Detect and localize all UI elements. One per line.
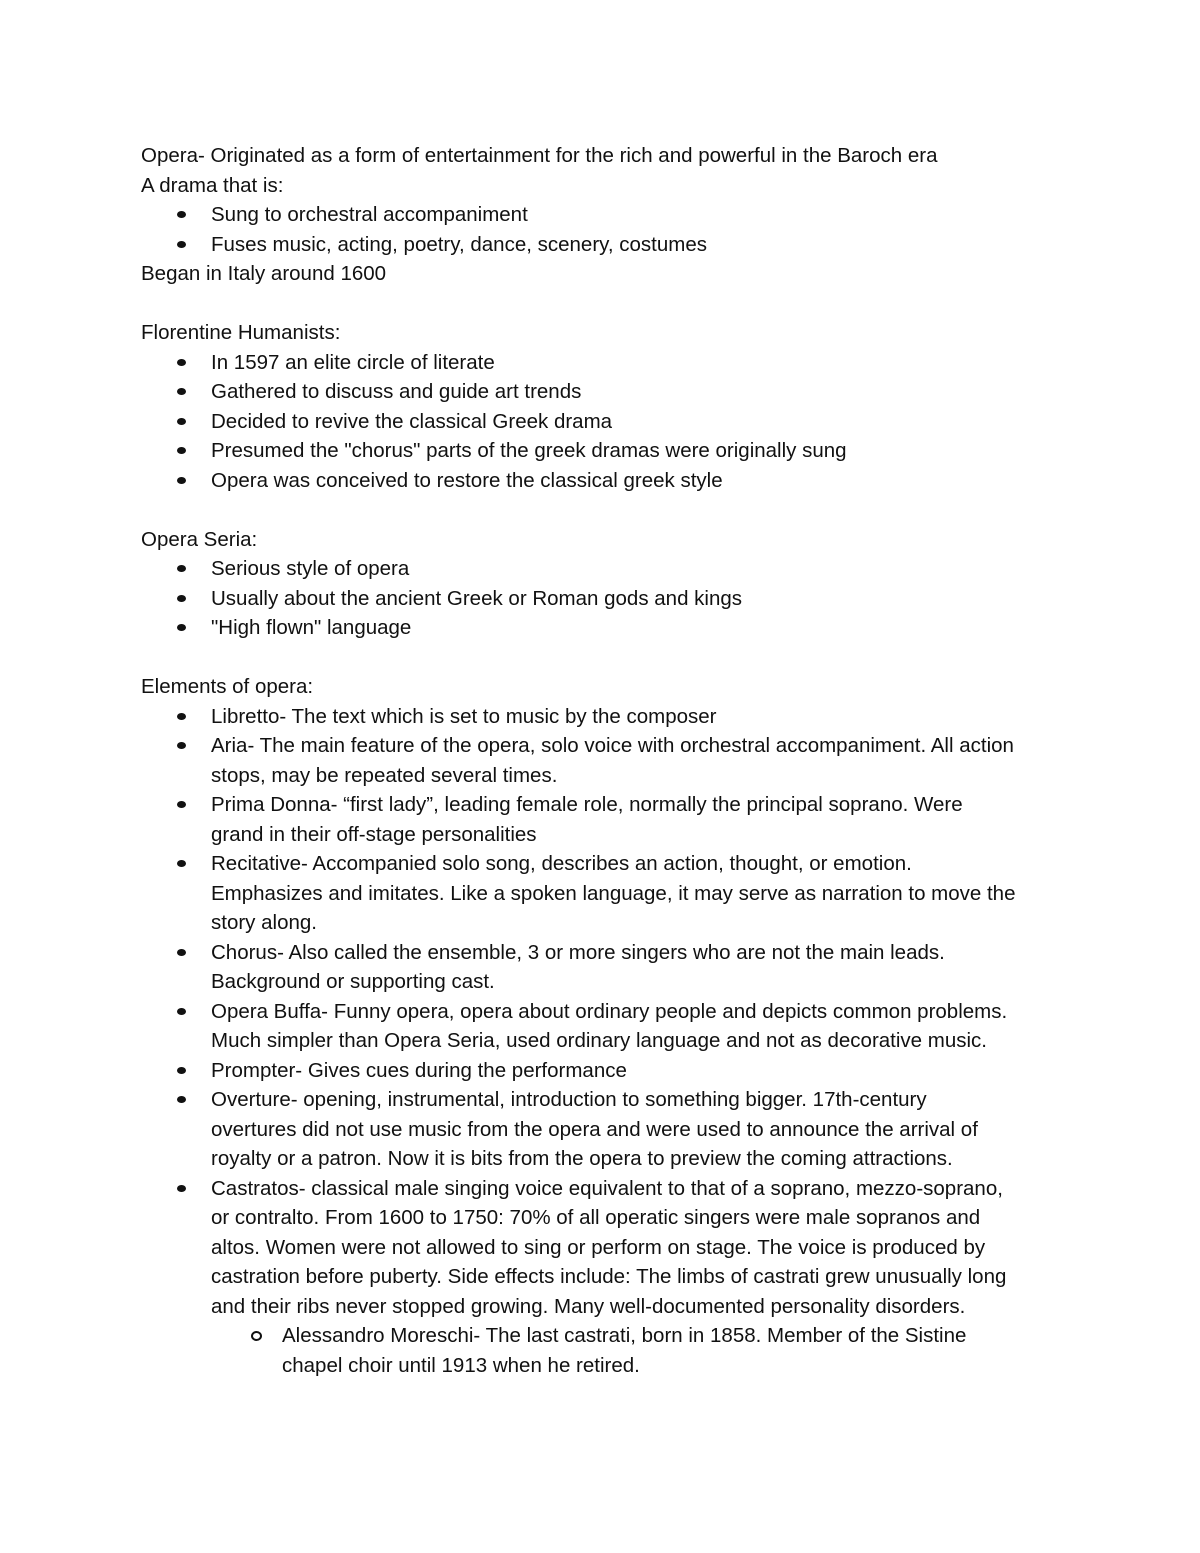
opera-definition-heading: Opera- Originated as a form of entertainment for the rich and powerful in the Baroch era [141, 144, 938, 167]
opera-seria-bullet-list [141, 554, 1071, 643]
florentine-bullet-list [141, 348, 1071, 496]
drama-subheading: A drama that is: [141, 173, 284, 197]
list-item: Overture- opening, instrumental, introduction to something bigger. 17th-century overtures did not use music from the opera and were used to announce the arrival of royalty or a patron. Now it is bits from the opera to preview the coming attractions. [141, 1085, 1071, 1174]
elements-heading: Elements of opera: [141, 675, 314, 698]
bullet-icon [177, 949, 186, 956]
list-item: Prima Donna- “first lady”, leading female role, normally the principal soprano. Were grand in their off-stage personalities [141, 790, 1071, 849]
bullet-icon [177, 801, 186, 808]
list-item: Chorus- Also called the ensemble, 3 or more singers who are not the main leads. Background or supporting cast. [141, 938, 1071, 997]
list-item: Presumed the "chorus" parts of the greek dramas were originally sung [141, 436, 1071, 466]
list-item: In 1597 an elite circle of literate [141, 348, 1071, 378]
list-item: Opera Buffa- Funny opera, opera about ordinary people and depicts common problems. Much simpler than Opera Seria, used ordinary language and not as decorative music. [141, 997, 1071, 1056]
opera-seria-heading: Opera Seria: [141, 527, 258, 551]
spacer [141, 289, 1071, 319]
hollow-bullet-icon [251, 1331, 262, 1341]
bullet-icon [177, 1185, 186, 1192]
elements-bullet-list [141, 702, 1071, 1322]
list-item: Fuses music, acting, poetry, dance, scenery, costumes [141, 230, 1071, 260]
document-body [141, 141, 1071, 1380]
bullet-icon [177, 860, 186, 867]
bullet-icon [177, 388, 186, 395]
spacer [141, 495, 1071, 525]
list-item: Aria- The main feature of the opera, solo voice with orchestral accompaniment. All action stops, may be repeated several times. [141, 731, 1071, 790]
list-item: Decided to revive the classical Greek drama [141, 407, 1071, 437]
florentine-heading: Florentine Humanists: [141, 321, 341, 344]
list-item: Libretto- The text which is set to music by the composer [141, 702, 1071, 732]
bullet-icon [177, 447, 186, 454]
bullet-icon [177, 211, 186, 218]
bullet-icon [177, 1067, 186, 1074]
list-item: Serious style of opera [141, 554, 1071, 584]
list-item: Castratos- classical male singing voice equivalent to that of a soprano, mezzo-soprano, or contralto. From 1600 to 1750: 70% of all operatic singers were male sopranos and altos. Women were not allowed to sing or perform on stage. The voice is produced by castration before puberty. Side effects include: The limbs of castrati grew unusually long and their ribs never stopped growing. Many well-documented personality disorders. [141, 1174, 1071, 1322]
drama-bullet-list [141, 200, 1071, 259]
bullet-icon [177, 624, 186, 631]
bullet-icon [177, 742, 186, 749]
bullet-icon [177, 565, 186, 572]
list-item: Sung to orchestral accompaniment [141, 200, 1071, 230]
bullet-icon [177, 418, 186, 425]
bullet-icon [177, 595, 186, 602]
list-item: Recitative- Accompanied solo song, describes an action, thought, or emotion. Emphasizes and imitates. Like a spoken language, it may serve as narration to move the story along. [141, 849, 1071, 938]
origin-line: Began in Italy around 1600 [141, 262, 387, 285]
bullet-icon [177, 241, 186, 248]
list-item: "High flown" language [141, 613, 1071, 643]
list-item: Prompter- Gives cues during the performance [141, 1056, 1071, 1086]
spacer [141, 643, 1071, 673]
castrati-sub-list [141, 1321, 1071, 1380]
bullet-icon [177, 477, 186, 484]
sub-list-item: Alessandro Moreschi- The last castrati, born in 1858. Member of the Sistine chapel choir until 1913 when he retired. [141, 1321, 1071, 1380]
list-item: Opera was conceived to restore the classical greek style [141, 466, 1071, 496]
list-item: Usually about the ancient Greek or Roman gods and kings [141, 584, 1071, 614]
bullet-icon [177, 359, 186, 366]
bullet-icon [177, 1008, 186, 1015]
bullet-icon [177, 1096, 186, 1103]
list-item: Gathered to discuss and guide art trends [141, 377, 1071, 407]
bullet-icon [177, 713, 186, 720]
